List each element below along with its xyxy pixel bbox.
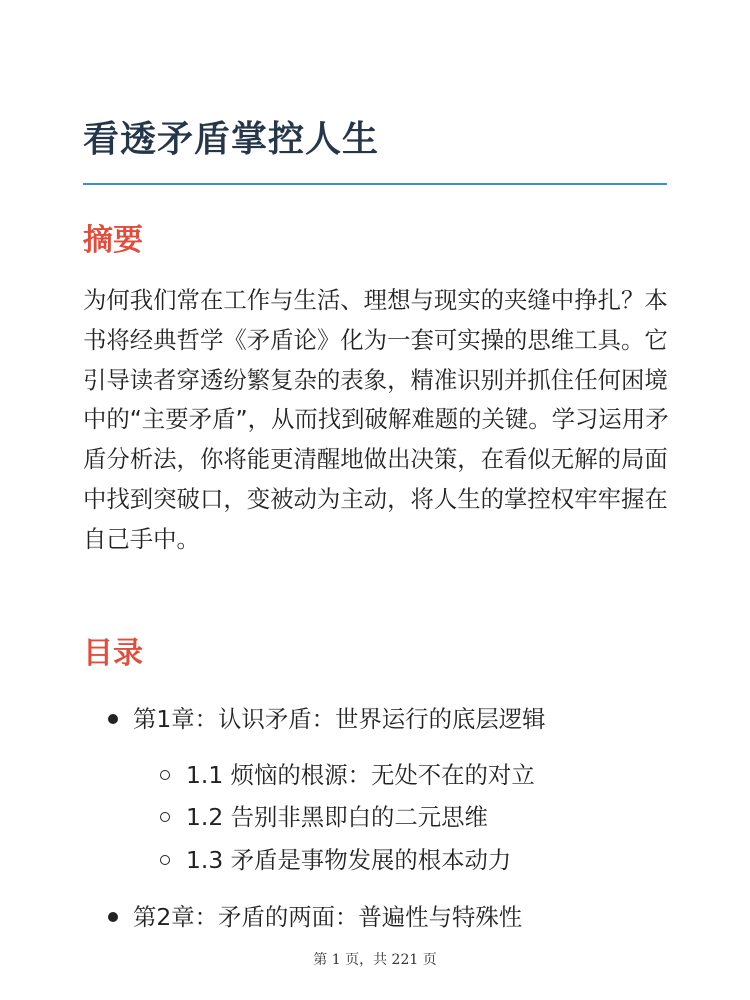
bullet-circle-icon xyxy=(160,770,170,780)
bullet-circle-icon xyxy=(160,855,170,865)
toc-section-label: 1.1 烦恼的根源：无处不在的对立 xyxy=(186,761,535,789)
title-divider xyxy=(83,183,667,185)
abstract-text: 为何我们常在工作与生活、理想与现实的夹缝中挣扎？本书将经典哲学《矛盾论》化为一套可实操的思维工具。它引导读者穿透纷繁复杂的表象，精准识别并抓住任何困境中的“主要矛盾”，从而找到破解难题的关键。学习运用矛盾分析法，你将能更清醒地做出决策，在看似无解的局面中找到突破口，变被动为主动，将人生的掌控权牢牢握在自己手中。 xyxy=(83,286,669,553)
bullet-circle-icon xyxy=(160,812,170,822)
document-title: 看透矛盾掌控人生 xyxy=(83,119,380,160)
toc-chapter-label: 第2章：矛盾的两面：普遍性与特殊性 xyxy=(133,903,523,931)
toc-chapter-label: 第1章：认识矛盾：世界运行的底层逻辑 xyxy=(133,705,546,733)
bullet-disc-icon xyxy=(108,714,118,724)
toc-section-1-3[interactable] xyxy=(160,840,511,880)
page-footer: 第 1 页，共 221 页 xyxy=(313,952,437,968)
abstract-heading: 摘要 xyxy=(83,223,143,258)
toc-section-label: 1.3 矛盾是事物发展的根本动力 xyxy=(186,846,512,874)
toc-chapter-2[interactable] xyxy=(108,897,522,937)
bullet-disc-icon xyxy=(108,912,118,922)
toc-chapter-1[interactable] xyxy=(108,699,546,739)
toc-section-1-2[interactable] xyxy=(160,797,488,837)
toc-heading: 目录 xyxy=(83,636,143,671)
toc-section-1-1[interactable] xyxy=(160,755,535,795)
toc-section-label: 1.2 告别非黑即白的二元思维 xyxy=(186,803,488,831)
